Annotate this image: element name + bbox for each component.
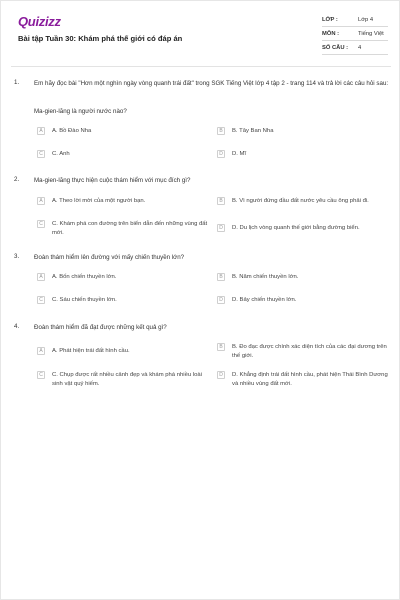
question-number: 3.: [14, 253, 20, 260]
option-text: D. Bảy chiến thuyền lớn.: [232, 297, 297, 303]
option-text: A. Phát hiện trái đất hình cầu.: [52, 348, 130, 354]
option-text: C. Chụp được rất nhiều cảnh đẹp và khám phá nhiều loài sinh vật quý hiếm.: [52, 372, 202, 387]
quizizz-logo: Quizizz: [18, 14, 61, 29]
option-letter-badge: C: [37, 220, 45, 228]
question-subtext: Ma-gien-lăng là người nước nào?: [34, 108, 127, 115]
option-text: A. Theo lời mời của một người bạn.: [52, 198, 146, 204]
option-letter-badge: D: [217, 150, 225, 158]
question-text: Đoàn thám hiểm lên đường với mấy chiến thuyền lớn?: [34, 254, 185, 261]
option-text: A. Bồ Đào Nha: [52, 128, 92, 134]
option-letter-badge: B: [217, 127, 225, 135]
option-letter-badge: D: [217, 296, 225, 304]
meta-value: Lớp 4: [358, 17, 374, 23]
worksheet-title: Bài tập Tuần 30: Khám phá thế giới có đáp án: [18, 34, 183, 43]
question-text: Đoàn thám hiểm đã đạt được những kết quả gì?: [34, 324, 167, 331]
option-text: B. Đo đạc được chính xác diện tích của các đại dương trên thế giới.: [232, 344, 387, 359]
meta-underline: [322, 40, 388, 41]
meta-label: MÔN :: [322, 31, 340, 37]
header-divider: [11, 66, 391, 67]
option-text: A. Bốn chiến thuyền lớn.: [52, 274, 117, 280]
meta-value: 4: [358, 45, 362, 51]
option-text: D. Khẳng định trái đất hình cầu, phát hiện Thái Bình Dương và nhiều vùng đất mới.: [232, 372, 388, 387]
question-number: 1.: [14, 79, 20, 86]
option-text: C. Khám phá con đường trên biển dẫn đến những vùng đất mới.: [52, 221, 208, 236]
option-letter-badge: B: [217, 343, 225, 351]
option-text: C. Sáu chiến thuyền lớn.: [52, 297, 117, 303]
option-text: D. Du lịch vòng quanh thế giới bằng đường biển.: [232, 225, 360, 231]
option-text: B. Vì người đứng đầu đất nước yêu cầu ông phải đi.: [232, 198, 369, 204]
option-letter-badge: C: [37, 296, 45, 304]
option-letter-badge: A: [37, 273, 45, 281]
option-letter-badge: D: [217, 371, 225, 379]
meta-label: LỚP :: [322, 17, 338, 23]
meta-label: SỐ CÂU :: [322, 45, 349, 51]
meta-value: Tiếng Việt: [358, 31, 384, 37]
question-text: Em hãy đọc bài "Hơn một nghìn ngày vòng quanh trái đất" trong SGK Tiếng Việt lớp 4 tập 2 - trang 114 và trả lời các câu hỏi sau:: [34, 80, 389, 87]
option-letter-badge: C: [37, 371, 45, 379]
meta-underline: [322, 54, 388, 55]
option-letter-badge: B: [217, 197, 225, 205]
option-text: B. Năm chiến thuyền lớn.: [232, 274, 299, 280]
option-letter-badge: D: [217, 224, 225, 232]
option-text: C. Anh: [52, 151, 70, 157]
option-text: D. Mĩ: [232, 151, 247, 157]
question-number: 2.: [14, 176, 20, 183]
option-letter-badge: A: [37, 127, 45, 135]
question-text: Ma-gien-lăng thực hiện cuộc thám hiểm với mục đích gì?: [34, 177, 191, 184]
option-letter-badge: C: [37, 150, 45, 158]
option-letter-badge: A: [37, 347, 45, 355]
question-number: 4.: [14, 323, 20, 330]
meta-underline: [322, 26, 388, 27]
option-text: B. Tây Ban Nha: [232, 128, 274, 134]
option-letter-badge: A: [37, 197, 45, 205]
option-letter-badge: B: [217, 273, 225, 281]
